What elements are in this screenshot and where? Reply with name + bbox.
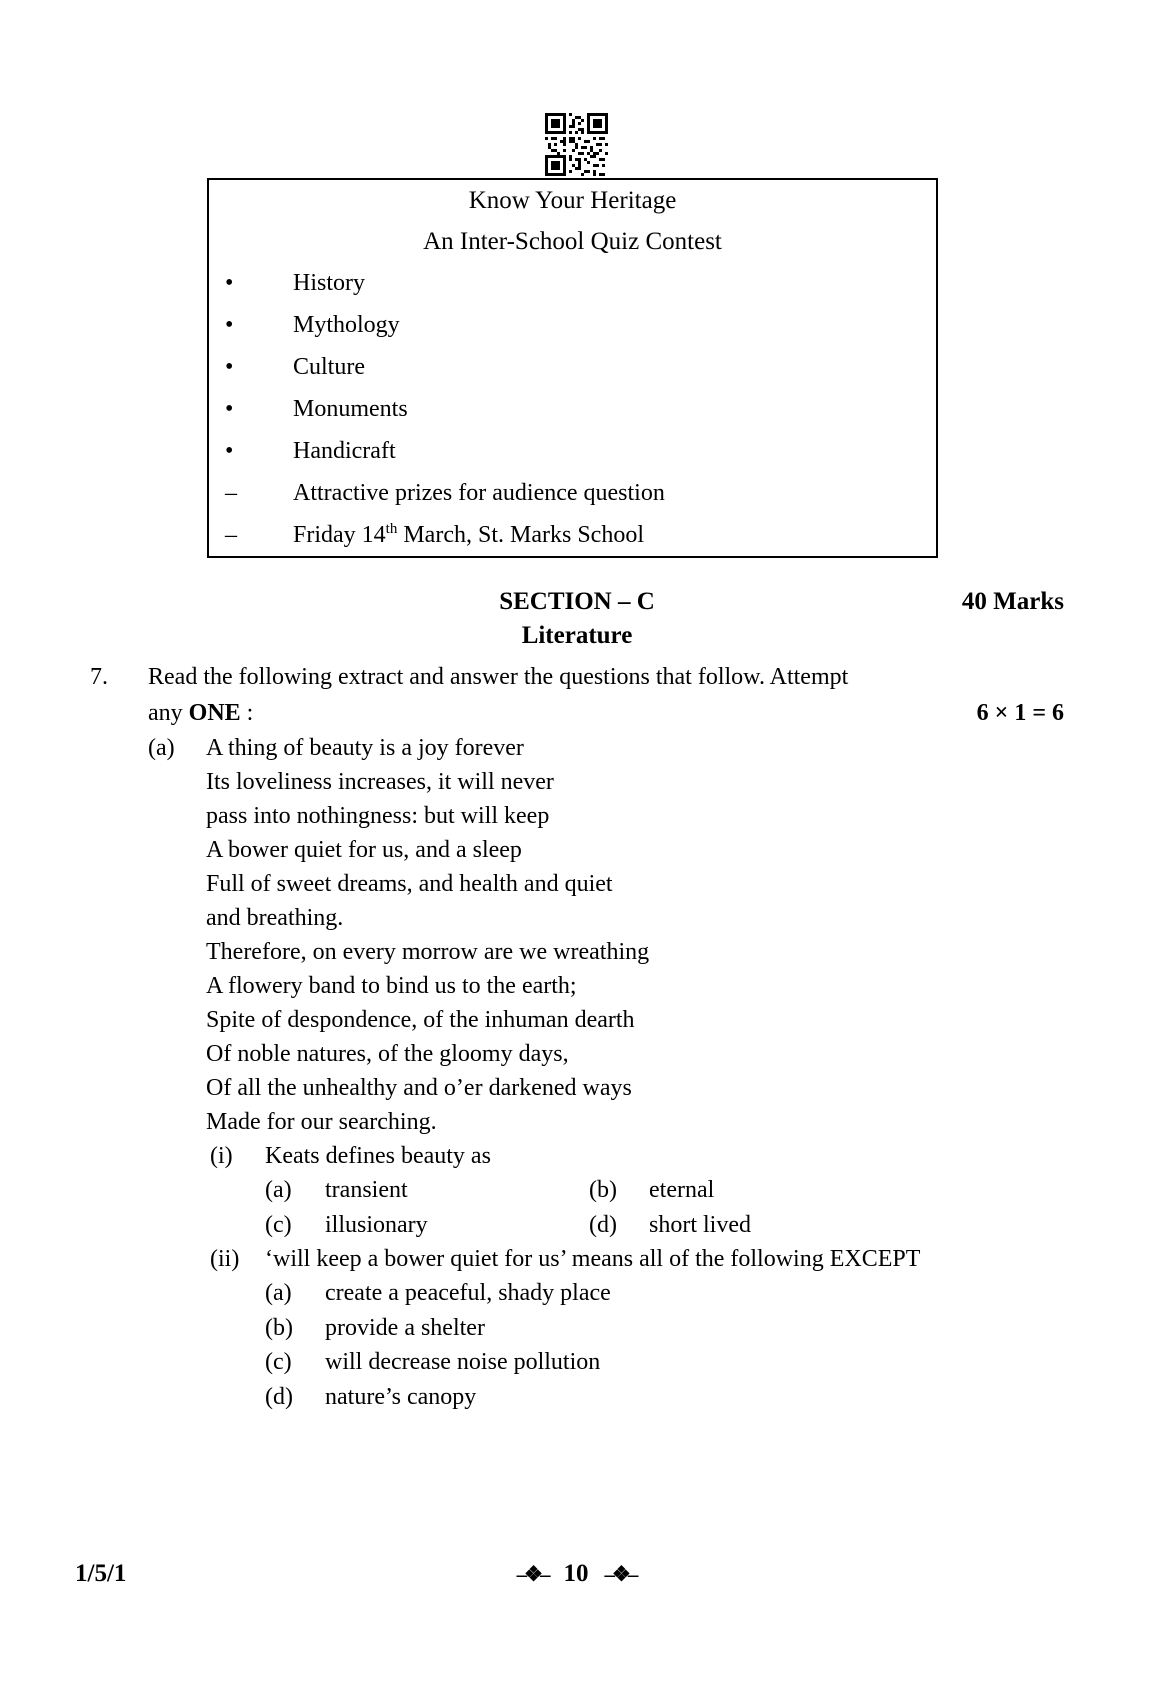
options-row [265, 1173, 1064, 1208]
poem-line: A thing of beauty is a joy forever [206, 735, 524, 761]
sub-question-number: (ii) [210, 1246, 240, 1272]
option-d: (d) short lived [589, 1211, 751, 1238]
poem-line: Spite of despondence, of the inhuman dearth [206, 1007, 635, 1033]
poem-line: Therefore, on every morrow are we wreathing [206, 939, 650, 965]
question-7-intro [90, 659, 1064, 731]
poem-line: A bower quiet for us, and a sleep [206, 837, 522, 863]
notice-dash-item [209, 514, 936, 556]
sub-question-text: Keats defines beauty as [265, 1143, 491, 1169]
page-number: 10 [563, 1560, 589, 1587]
dash-item-label: Friday 14th March, St. Marks School [293, 521, 644, 548]
extract-block [90, 731, 1064, 1414]
question-marks: 6 × 1 = 6 [976, 700, 1064, 726]
paper-code: 1/5/1 [75, 1560, 127, 1587]
notice-bullet-item [209, 430, 936, 472]
option-b: (b) provide a shelter [265, 1314, 485, 1341]
section-title: SECTION – C [499, 588, 655, 615]
options-row [265, 1208, 1064, 1243]
poem-line: Its loveliness increases, it will never [206, 769, 554, 795]
poem-extract [206, 731, 1064, 1139]
question-intro-text: Read the following extract and answer the questions that follow. Attempt any ONE : 6 × 1 = 6 [148, 659, 1064, 731]
bullet-icon: • [225, 438, 234, 464]
bullet-item-label: Handicraft [293, 438, 396, 464]
option-c: (c) illusionary [265, 1211, 428, 1238]
bullet-item-label: History [293, 270, 365, 296]
section-subject: Literature [521, 622, 633, 649]
section-marks: 40 Marks [961, 588, 1064, 615]
notice-title: Know Your Heritage [468, 187, 677, 214]
poem-line: Made for our searching. [206, 1109, 437, 1135]
section-heading [90, 585, 1064, 619]
dash-icon: – [225, 480, 237, 506]
page-footer [0, 1556, 1152, 1592]
poem-line: Full of sweet dreams, and health and quiet [206, 871, 613, 897]
notice-dash-item [209, 472, 936, 514]
option-d: (d) nature’s canopy [265, 1383, 477, 1410]
question-7 [0, 653, 1152, 1414]
option-a: (a) create a peaceful, shady place [265, 1280, 611, 1306]
option-c: (c) will decrease noise pollution [265, 1349, 601, 1375]
bullet-icon: • [225, 270, 234, 296]
poem-line: Of all the unhealthy and o’er darkened ways [206, 1075, 632, 1101]
dash-icon: – [225, 522, 237, 548]
bullet-item-label: Mythology [293, 312, 400, 338]
extract-label: (a) [148, 735, 175, 761]
question-intro-line2: any ONE : 6 × 1 = 6 [148, 695, 1064, 731]
extract-a [148, 731, 1064, 1139]
notice-bullet-item [209, 262, 936, 304]
bullet-icon: • [225, 312, 234, 338]
poem-line: A flowery band to bind us to the earth; [206, 973, 577, 999]
quiz-notice-box [207, 178, 938, 558]
option-a: (a) transient [265, 1177, 408, 1203]
bullet-icon: • [225, 396, 234, 422]
poem-line: pass into nothingness: but will keep [206, 803, 550, 829]
option-b: (b) eternal [589, 1177, 715, 1203]
notice-bullet-item [209, 304, 936, 346]
ornament-icon: –❖– [604, 1562, 636, 1586]
sub-question-ii [210, 1242, 1064, 1414]
notice-bullet-item [209, 388, 936, 430]
sub-question-number: (i) [210, 1143, 233, 1169]
bullet-item-label: Culture [293, 354, 365, 380]
bullet-icon: • [225, 354, 234, 380]
dash-item-label: Attractive prizes for audience question [293, 480, 665, 506]
qr-code-image [545, 113, 608, 176]
question-number: 7. [90, 664, 108, 690]
poem-line: and breathing. [206, 905, 344, 931]
ornament-icon: –❖– [516, 1562, 548, 1586]
notice-subtitle: An Inter-School Quiz Contest [423, 228, 722, 255]
qr-code-icon [545, 113, 608, 176]
poem-line: Of noble natures, of the gloomy days, [206, 1041, 569, 1067]
sub-question-text: ‘will keep a bower quiet for us’ means all of the following EXCEPT [265, 1246, 921, 1272]
sub-question-i [210, 1139, 1064, 1242]
notice-bullet-item [209, 346, 936, 388]
bullet-item-label: Monuments [293, 396, 408, 422]
page-number-block [0, 1556, 1152, 1592]
